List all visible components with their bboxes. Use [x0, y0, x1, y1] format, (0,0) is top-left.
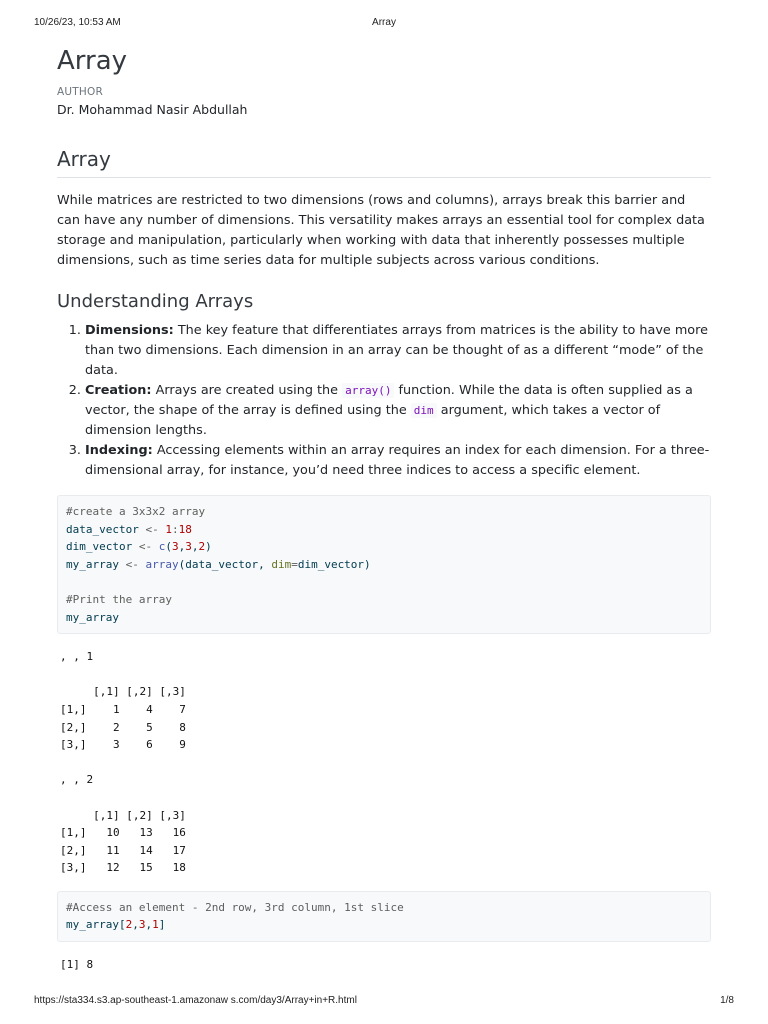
- code-output-array: [57, 648, 711, 877]
- section-title: Array: [57, 145, 711, 178]
- output-line: [2,] 11 14 17: [60, 843, 186, 857]
- document-title: Array: [57, 46, 128, 76]
- output-line: [3,] 12 15 18: [60, 861, 186, 875]
- item-text: Accessing elements within an array requires an index for each dimension. For a three-dimensional array, for instance, you’d need three indices to access a specific element.: [85, 443, 710, 478]
- term-label: Dimensions:: [85, 323, 174, 338]
- code-token: data_vector: [66, 522, 139, 536]
- code-block-access-element[interactable]: [57, 891, 711, 942]
- output-line: [,1] [,2] [,3]: [60, 685, 186, 699]
- code-token: (: [165, 540, 172, 554]
- list-item-dimensions: [85, 321, 711, 381]
- code-comment: #Print the array: [66, 592, 172, 606]
- code-token: my_array: [66, 610, 119, 624]
- output-line: [1,] 1 4 7: [60, 702, 186, 716]
- print-timestamp: 10/26/23, 10:53 AM: [34, 17, 121, 28]
- inline-code-dim: dim: [411, 403, 437, 418]
- code-token: dim_vector): [297, 557, 371, 571]
- code-token: <-: [118, 557, 146, 571]
- code-token: 2: [125, 918, 133, 932]
- output-line: [60, 666, 711, 684]
- item-text: argument, which takes a vector of dimension lengths.: [85, 403, 661, 438]
- output-line: [3,] 3 6 9: [60, 738, 186, 752]
- term-label: Indexing:: [85, 443, 153, 458]
- code-token: 3: [138, 918, 146, 932]
- code-token: array: [145, 557, 179, 571]
- item-text: The key feature that differentiates arrays from matrices is the ability to have more than two dimensions. Each dimension in an array can be thought of as a different “mode” of the data.: [85, 323, 708, 378]
- code-token: 3: [185, 540, 192, 554]
- code-token: ,: [132, 918, 139, 932]
- list-item-creation: [85, 381, 711, 441]
- code-token: c: [158, 540, 166, 554]
- list-item-indexing: [85, 441, 711, 481]
- item-text: Arrays are created using the: [151, 383, 343, 398]
- output-line: [60, 754, 711, 772]
- output-line: , , 1: [60, 650, 94, 664]
- code-token: 1: [152, 918, 159, 932]
- print-footer: [34, 995, 734, 1009]
- understanding-arrays-heading: Understanding Arrays: [57, 291, 254, 312]
- code-token: [: [118, 918, 126, 932]
- print-url: https://sta334.s3.ap-southeast-1.amazonaw s.com/day3/Array+in+R.html: [34, 995, 357, 1006]
- code-token: ]: [158, 918, 166, 932]
- code-token: (data_vector,: [178, 557, 272, 571]
- code-token: my_array: [66, 918, 119, 932]
- code-token: ,: [178, 540, 186, 554]
- document-content: [57, 44, 711, 974]
- output-line: [60, 789, 711, 807]
- output-line: [2,] 2 5 8: [60, 720, 186, 734]
- output-line: [1] 8: [60, 958, 94, 972]
- intro-paragraph: While matrices are restricted to two dimensions (rows and columns), arrays break this barrier and can have any number of dimensions. This versatility makes arrays an essential tool for complex data storage and manipulation, particularly when working with data that inherently possesses multiple dimensions, such as time series data for multiple subjects across various conditions.: [57, 193, 705, 268]
- code-token: dim_vector: [66, 540, 133, 554]
- features-list: [57, 321, 711, 481]
- code-comment: #Access an element - 2nd row, 3rd column, 1st slice: [66, 900, 404, 914]
- output-line: [,1] [,2] [,3]: [60, 808, 186, 822]
- print-header: [34, 17, 734, 31]
- output-line: , , 2: [60, 773, 94, 787]
- code-token: 3: [171, 540, 179, 554]
- code-output-element: [57, 956, 711, 974]
- print-page-title: Array: [372, 17, 396, 28]
- code-token: ,: [145, 918, 153, 932]
- item-text: function. While the data is often supplied as a vector, the shape of the array is defined using the: [85, 383, 693, 418]
- author-heading: AUTHOR: [57, 86, 103, 98]
- code-token: <-: [132, 540, 159, 554]
- code-token: <-: [138, 522, 166, 536]
- inline-code-array-fn: array(): [342, 383, 394, 398]
- code-token: ,: [191, 540, 199, 554]
- output-line: [1,] 10 13 16: [60, 826, 186, 840]
- code-token: 2: [198, 540, 206, 554]
- author-name: Dr. Mohammad Nasir Abdullah: [57, 102, 248, 117]
- code-block-create-array[interactable]: [57, 495, 711, 634]
- code-token: my_array: [66, 557, 119, 571]
- code-token: dim: [271, 557, 292, 571]
- code-token: 1: [165, 522, 172, 536]
- code-token: :: [171, 522, 179, 536]
- code-token: ): [205, 540, 212, 554]
- code-comment: #create a 3x3x2 array: [66, 505, 206, 518]
- term-label: Creation:: [85, 383, 152, 398]
- code-token: =: [291, 557, 298, 571]
- code-token: 18: [178, 522, 192, 536]
- page-number: 1/8: [720, 995, 734, 1006]
